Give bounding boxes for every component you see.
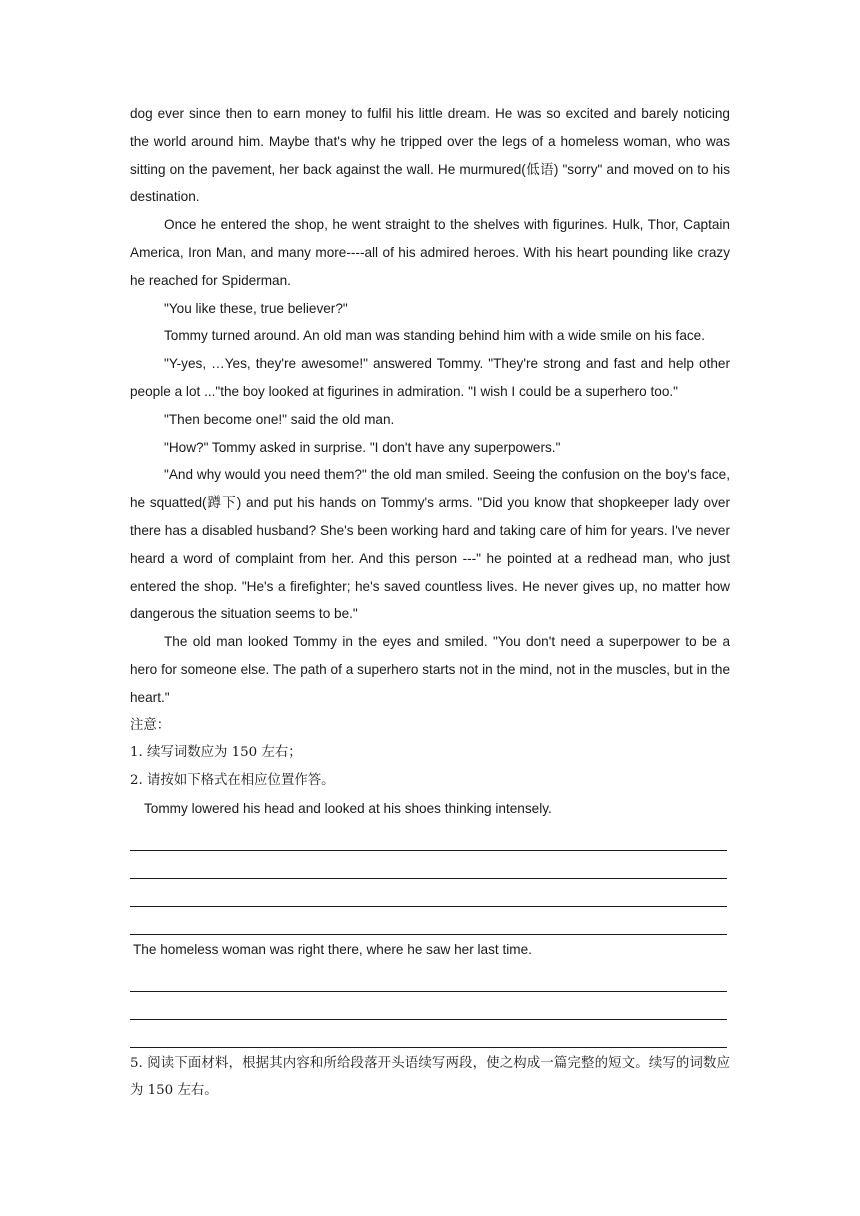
answer-line[interactable] — [130, 879, 727, 907]
notes-item-2: 2. 请按如下格式在相应位置作答。 — [130, 773, 335, 789]
story-paragraph-5: "Y-yes, …Yes, they're awesome!" answered Tommy. "They're strong and fast and help other people a lot ..."the boy looked at figurines in admiration. "I wish I could be a superhero too." — [130, 356, 730, 399]
story-paragraph-6: "Then become one!" said the old man. — [164, 411, 395, 427]
answer-lines-1 — [130, 823, 730, 935]
paragraph-starter-1: Tommy lowered his head and looked at his shoes thinking intensely. — [144, 800, 552, 816]
answer-line[interactable] — [130, 851, 727, 879]
answer-line[interactable] — [130, 1020, 727, 1048]
story-paragraph-1: dog ever since then to earn money to fulfil his little dream. He was so excited and barely noticing the world around him. Maybe that's why he tripped over the legs of a homeless woman, who was sitting on the pavement, her back against the wall. He murmured(低语) "sorry" and moved on to his destination. — [130, 106, 730, 205]
notes-item-1: 1. 续写词数应为 150 左右； — [130, 745, 302, 761]
answer-line[interactable] — [130, 964, 727, 992]
story-paragraph-4: Tommy turned around. An old man was standing behind him with a wide smile on his face. — [164, 328, 706, 344]
story-paragraph-2: Once he entered the shop, he went straight to the shelves with figurines. Hulk, Thor, Captain America, Iron Man, and many more----all of his admired heroes. With his heart pounding like crazy he reached for Spiderman. — [130, 217, 730, 288]
answer-lines-2 — [130, 964, 730, 1048]
answer-line[interactable] — [130, 907, 727, 935]
story-paragraph-7: "How?" Tommy asked in surprise. "I don't have any superpowers." — [164, 439, 561, 455]
question-5: 5. 阅读下面材料，根据其内容和所给段落开头语续写两段，使之构成一篇完整的短文。续写的词数应为 150 左右。 — [130, 1055, 730, 1099]
notes-heading: 注意： — [130, 717, 171, 733]
answer-line[interactable] — [130, 823, 727, 851]
story-paragraph-3: "You like these, true believer?" — [164, 300, 348, 316]
story-paragraph-9: The old man looked Tommy in the eyes and smiled. "You don't need a superpower to be a hero for someone else. The path of a superhero starts not in the mind, not in the muscles, but in the heart." — [130, 634, 730, 705]
document-page — [130, 100, 730, 1105]
paragraph-starter-2: The homeless woman was right there, where he saw her last time. — [133, 941, 532, 957]
answer-line[interactable] — [130, 992, 727, 1020]
story-paragraph-8: "And why would you need them?" the old man smiled. Seeing the confusion on the boy's face, he squatted(蹲下) and put his hands on Tommy's arms. "Did you know that shopkeeper lady over there has a disabled husband? She's been working hard and taking care of him for years. I've never heard a word of complaint from her. And this person ---" he pointed at a redhead man, who just entered the shop. "He's a firefighter; he's saved countless lives. He never gives up, no matter how dangerous the situation seems to be." — [130, 467, 730, 622]
